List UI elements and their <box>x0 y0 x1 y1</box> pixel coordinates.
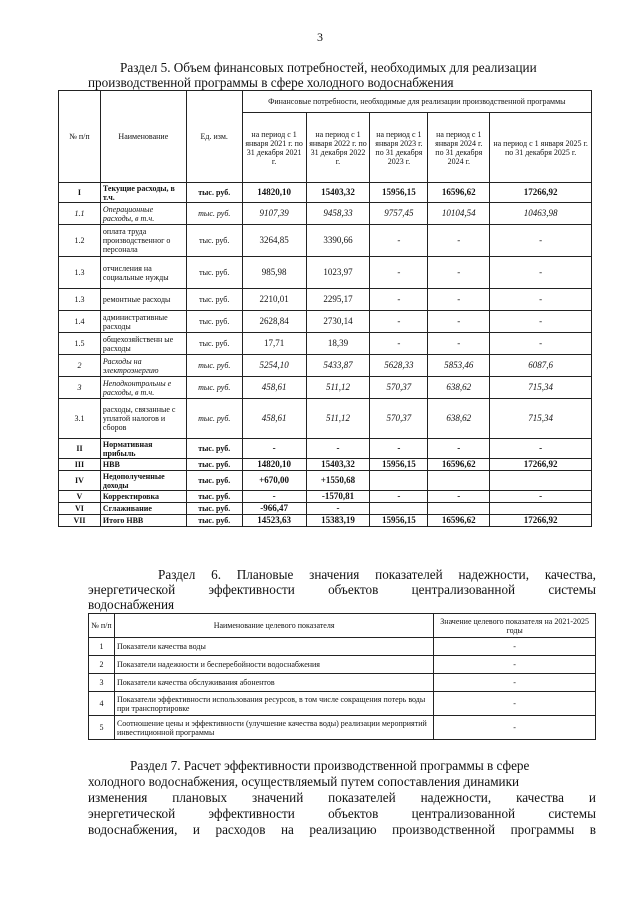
word: на <box>280 822 294 837</box>
cell-indicator-value: - <box>434 692 596 716</box>
cell-num: 1.5 <box>59 333 101 355</box>
cell-2025: 10463,98 <box>490 203 592 225</box>
cell-2021: 458,61 <box>242 377 306 399</box>
cell-name: Итого НВВ <box>100 515 186 527</box>
cell-num: 2 <box>89 656 115 674</box>
cell-2023: - <box>370 257 428 289</box>
cell-num: 1.1 <box>59 203 101 225</box>
word: изменения <box>88 790 148 805</box>
word: водоснабжения, <box>88 822 178 837</box>
cell-2025: - <box>490 289 592 311</box>
section6-title-line2 <box>88 582 596 597</box>
word: централизованной <box>411 806 516 821</box>
cell-2021: 5254,10 <box>242 355 306 377</box>
section7-text <box>88 758 596 838</box>
cell-2025: 17266,92 <box>490 183 592 203</box>
cell-2024: - <box>428 491 490 503</box>
cell-num: 1 <box>89 638 115 656</box>
cell-2025: - <box>490 311 592 333</box>
cell-2022: 1023,97 <box>306 257 370 289</box>
cell-name: Недополученные доходы <box>100 471 186 491</box>
word: реализацию <box>309 822 377 837</box>
cell-2024 <box>428 471 490 491</box>
cell-indicator-name: Соотношение цены и эффективности (улучшение качества воды) реализации мероприятий инвестиционной программы <box>114 716 433 740</box>
cell-num: 3.1 <box>59 399 101 439</box>
cell-2025: - <box>490 491 592 503</box>
cell-2021: 985,98 <box>242 257 306 289</box>
cell-2025 <box>490 503 592 515</box>
word: Раздел <box>158 567 196 582</box>
table-row <box>89 692 596 716</box>
cell-2021: 2628,84 <box>242 311 306 333</box>
cell-2023: 9757,45 <box>370 203 428 225</box>
table-row <box>59 471 592 491</box>
section7-line3 <box>88 790 596 806</box>
cell-name: оплата труда производственног о персонала <box>100 225 186 257</box>
cell-name: Операционные расходы, в т.ч. <box>100 203 186 225</box>
cell-2022: - <box>306 439 370 459</box>
cell-2021: - <box>242 439 306 459</box>
header-unit: Ед. изм. <box>186 91 242 183</box>
cell-2023: 15956,15 <box>370 515 428 527</box>
table-row <box>59 459 592 471</box>
cell-num: 1.3 <box>59 289 101 311</box>
cell-2022: 2295,17 <box>306 289 370 311</box>
cell-name: общехозяйственн ые расходы <box>100 333 186 355</box>
header-name: Наименование <box>100 91 186 183</box>
word: качества <box>516 790 564 805</box>
cell-2024: 10104,54 <box>428 203 490 225</box>
cell-num: VII <box>59 515 101 527</box>
cell-num: II <box>59 439 101 459</box>
cell-2021: 14820,10 <box>242 459 306 471</box>
cell-indicator-value: - <box>434 674 596 692</box>
cell-unit: тыс. руб. <box>186 203 242 225</box>
section6-title <box>88 567 596 612</box>
cell-2024: - <box>428 289 490 311</box>
section7-line2: холодного водоснабжения, осуществляемый путем сопоставления динамики <box>88 774 520 789</box>
cell-2022: 3390,66 <box>306 225 370 257</box>
word: эффективности <box>208 806 295 821</box>
cell-2024: - <box>428 225 490 257</box>
word: энергетической <box>88 806 176 821</box>
cell-unit: тыс. руб. <box>186 471 242 491</box>
cell-2025: - <box>490 333 592 355</box>
section7-line5 <box>88 822 596 838</box>
cell-unit: тыс. руб. <box>186 225 242 257</box>
table-row <box>59 439 592 459</box>
cell-2021: 14523,63 <box>242 515 306 527</box>
cell-2025 <box>490 471 592 491</box>
cell-2023: 15956,15 <box>370 183 428 203</box>
header-period-2024: на период с 1 января 2024 г. по 31 декабря 2024 г. <box>428 113 490 183</box>
cell-unit: тыс. руб. <box>186 355 242 377</box>
cell-num: 1.3 <box>59 257 101 289</box>
word: объектов <box>328 806 379 821</box>
cell-2025: - <box>490 257 592 289</box>
cell-2022: +1550,68 <box>306 471 370 491</box>
word: плановых <box>172 790 228 805</box>
cell-2022: 15403,32 <box>306 183 370 203</box>
table-row <box>59 491 592 503</box>
cell-2021: -966,47 <box>242 503 306 515</box>
cell-2025: 715,34 <box>490 377 592 399</box>
cell-unit: тыс. руб. <box>186 491 242 503</box>
header-period-2022: на период с 1 января 2022 г. по 31 декабря 2022 г. <box>306 113 370 183</box>
cell-indicator-value: - <box>434 716 596 740</box>
cell-2024: 5853,46 <box>428 355 490 377</box>
cell-unit: тыс. руб. <box>186 311 242 333</box>
table-row <box>59 333 592 355</box>
cell-unit: тыс. руб. <box>186 377 242 399</box>
word: надежности, <box>458 567 530 582</box>
cell-indicator-name: Показатели эффективности использования ресурсов, в том числе сокращения потерь воды при транспортировке <box>114 692 433 716</box>
cell-name: Расходы на электроэнергию <box>100 355 186 377</box>
table-row <box>59 399 592 439</box>
cell-2023: 570,37 <box>370 399 428 439</box>
cell-2024: - <box>428 311 490 333</box>
cell-num: 3 <box>59 377 101 399</box>
word: централизованной <box>411 582 516 597</box>
cell-name: отчисления на социальные нужды <box>100 257 186 289</box>
word: объектов <box>328 582 379 597</box>
cell-2024: 638,62 <box>428 377 490 399</box>
section5-title <box>88 60 596 90</box>
cell-name: расходы, связанные с уплатой налогов и сборов <box>100 399 186 439</box>
section7-line4 <box>88 806 596 822</box>
cell-unit: тыс. руб. <box>186 503 242 515</box>
cell-2024: 16596,62 <box>428 459 490 471</box>
word: качества, <box>544 567 596 582</box>
table-row <box>89 656 596 674</box>
table-row <box>89 674 596 692</box>
cell-unit: тыс. руб. <box>186 333 242 355</box>
cell-indicator-name: Показатели качества обслуживания абонентов <box>114 674 433 692</box>
cell-name: Корректировка <box>100 491 186 503</box>
cell-2021: 3264,85 <box>242 225 306 257</box>
cell-2024: 16596,62 <box>428 515 490 527</box>
word: программы <box>510 822 575 837</box>
cell-num: VI <box>59 503 101 515</box>
cell-name: Сглаживание <box>100 503 186 515</box>
cell-2022: - <box>306 503 370 515</box>
cell-num: I <box>59 183 101 203</box>
header-num: № п/п <box>59 91 101 183</box>
section6-title-line1 <box>88 567 596 582</box>
cell-2025: 17266,92 <box>490 515 592 527</box>
word: значения <box>309 567 360 582</box>
section6-title-line3: водоснабжения <box>88 597 175 612</box>
header-indicator-value: Значение целевого показателя на 2021-2025 годы <box>434 614 596 638</box>
word: эффективности <box>208 582 295 597</box>
cell-2022: 2730,14 <box>306 311 370 333</box>
word: в <box>589 822 596 837</box>
cell-2024: - <box>428 333 490 355</box>
cell-unit: тыс. руб. <box>186 439 242 459</box>
cell-2021: 9107,39 <box>242 203 306 225</box>
cell-2023: - <box>370 289 428 311</box>
cell-2024: - <box>428 439 490 459</box>
word: и <box>588 790 596 805</box>
table-row <box>59 257 592 289</box>
cell-2021: 14820,10 <box>242 183 306 203</box>
cell-2021: 2210,01 <box>242 289 306 311</box>
table-row <box>59 377 592 399</box>
cell-2024: 16596,62 <box>428 183 490 203</box>
cell-2021: - <box>242 491 306 503</box>
cell-unit: тыс. руб. <box>186 459 242 471</box>
cell-2023: 570,37 <box>370 377 428 399</box>
word: надежности, <box>420 790 492 805</box>
cell-2022: 511,12 <box>306 399 370 439</box>
table-row <box>59 183 592 203</box>
cell-indicator-value: - <box>434 638 596 656</box>
cell-2022: 18,39 <box>306 333 370 355</box>
cell-unit: тыс. руб. <box>186 515 242 527</box>
cell-2025: - <box>490 439 592 459</box>
cell-indicator-value: - <box>434 656 596 674</box>
cell-num: 5 <box>89 716 115 740</box>
target-indicators-table <box>88 613 596 740</box>
section7-line1: Раздел 7. Расчет эффективности производственной программы в сфере <box>130 758 530 773</box>
word: показателей <box>375 567 443 582</box>
cell-2025: 6087,6 <box>490 355 592 377</box>
cell-2022: 5433,87 <box>306 355 370 377</box>
cell-2021: 17,71 <box>242 333 306 355</box>
cell-name: административные расходы <box>100 311 186 333</box>
table-row <box>59 203 592 225</box>
table-row <box>59 515 592 527</box>
cell-2025: 715,34 <box>490 399 592 439</box>
financial-needs-table <box>58 90 592 527</box>
word: системы <box>548 806 596 821</box>
cell-2024: - <box>428 257 490 289</box>
word: расходов <box>215 822 266 837</box>
cell-2023: - <box>370 491 428 503</box>
cell-2023: - <box>370 225 428 257</box>
cell-2024 <box>428 503 490 515</box>
table-row <box>89 716 596 740</box>
table-row <box>89 638 596 656</box>
cell-unit: тыс. руб. <box>186 257 242 289</box>
cell-2022: 511,12 <box>306 377 370 399</box>
page-number: 3 <box>317 30 323 44</box>
header-period-2025: на период с 1 января 2025 г. по 31 декабря 2025 г. <box>490 113 592 183</box>
cell-unit: тыс. руб. <box>186 289 242 311</box>
cell-2022: 15403,32 <box>306 459 370 471</box>
cell-name: Неподконтрольны е расходы, в т.ч. <box>100 377 186 399</box>
word: энергетической <box>88 582 176 597</box>
word: Плановые <box>236 567 294 582</box>
cell-2023: - <box>370 439 428 459</box>
cell-indicator-name: Показатели качества воды <box>114 638 433 656</box>
cell-num: IV <box>59 471 101 491</box>
cell-2022: -1570,81 <box>306 491 370 503</box>
word: значений <box>252 790 304 805</box>
cell-num: 1.4 <box>59 311 101 333</box>
cell-name: Текущие расходы, в т.ч. <box>100 183 186 203</box>
cell-2021: +670,00 <box>242 471 306 491</box>
cell-num: V <box>59 491 101 503</box>
header-num: № п/п <box>89 614 115 638</box>
header-indicator-name: Наименование целевого показателя <box>114 614 433 638</box>
cell-2023 <box>370 471 428 491</box>
target-indicators-body <box>89 638 596 740</box>
section5-title-line1: Раздел 5. Объем финансовых потребностей, необходимых для реализации <box>120 60 537 75</box>
header-group: Финансовые потребности, необходимые для реализации производственной программы <box>242 91 591 113</box>
table-row <box>59 311 592 333</box>
cell-2022: 15383,19 <box>306 515 370 527</box>
cell-num: 1.2 <box>59 225 101 257</box>
cell-2023: 5628,33 <box>370 355 428 377</box>
cell-num: 4 <box>89 692 115 716</box>
cell-indicator-name: Показатели надежности и бесперебойности водоснабжения <box>114 656 433 674</box>
word: системы <box>548 582 596 597</box>
word: производственной <box>392 822 496 837</box>
header-period-2021: на период с 1 января 2021 г. по 31 декабря 2021 г. <box>242 113 306 183</box>
cell-num: 3 <box>89 674 115 692</box>
cell-2023 <box>370 503 428 515</box>
cell-2023: - <box>370 333 428 355</box>
financial-needs-body <box>59 183 592 527</box>
section5-title-line2: производственной программы в сфере холодного водоснабжения <box>88 75 454 90</box>
table-row <box>59 503 592 515</box>
cell-2021: 458,61 <box>242 399 306 439</box>
cell-name: ремонтные расходы <box>100 289 186 311</box>
cell-2022: 9458,33 <box>306 203 370 225</box>
word: и <box>192 822 200 837</box>
cell-2025: - <box>490 225 592 257</box>
cell-num: III <box>59 459 101 471</box>
cell-2025: 17266,92 <box>490 459 592 471</box>
cell-unit: тыс. руб. <box>186 399 242 439</box>
cell-unit: тыс. руб. <box>186 183 242 203</box>
table-row <box>59 289 592 311</box>
word: 6. <box>211 567 221 582</box>
cell-num: 2 <box>59 355 101 377</box>
cell-2023: - <box>370 311 428 333</box>
cell-2024: 638,62 <box>428 399 490 439</box>
cell-name: НВВ <box>100 459 186 471</box>
table-row <box>59 225 592 257</box>
cell-2023: 15956,15 <box>370 459 428 471</box>
header-period-2023: на период с 1 января 2023 г. по 31 декабря 2023 г. <box>370 113 428 183</box>
cell-name: Нормативная прибыль <box>100 439 186 459</box>
word: показателей <box>328 790 396 805</box>
table-row <box>59 355 592 377</box>
